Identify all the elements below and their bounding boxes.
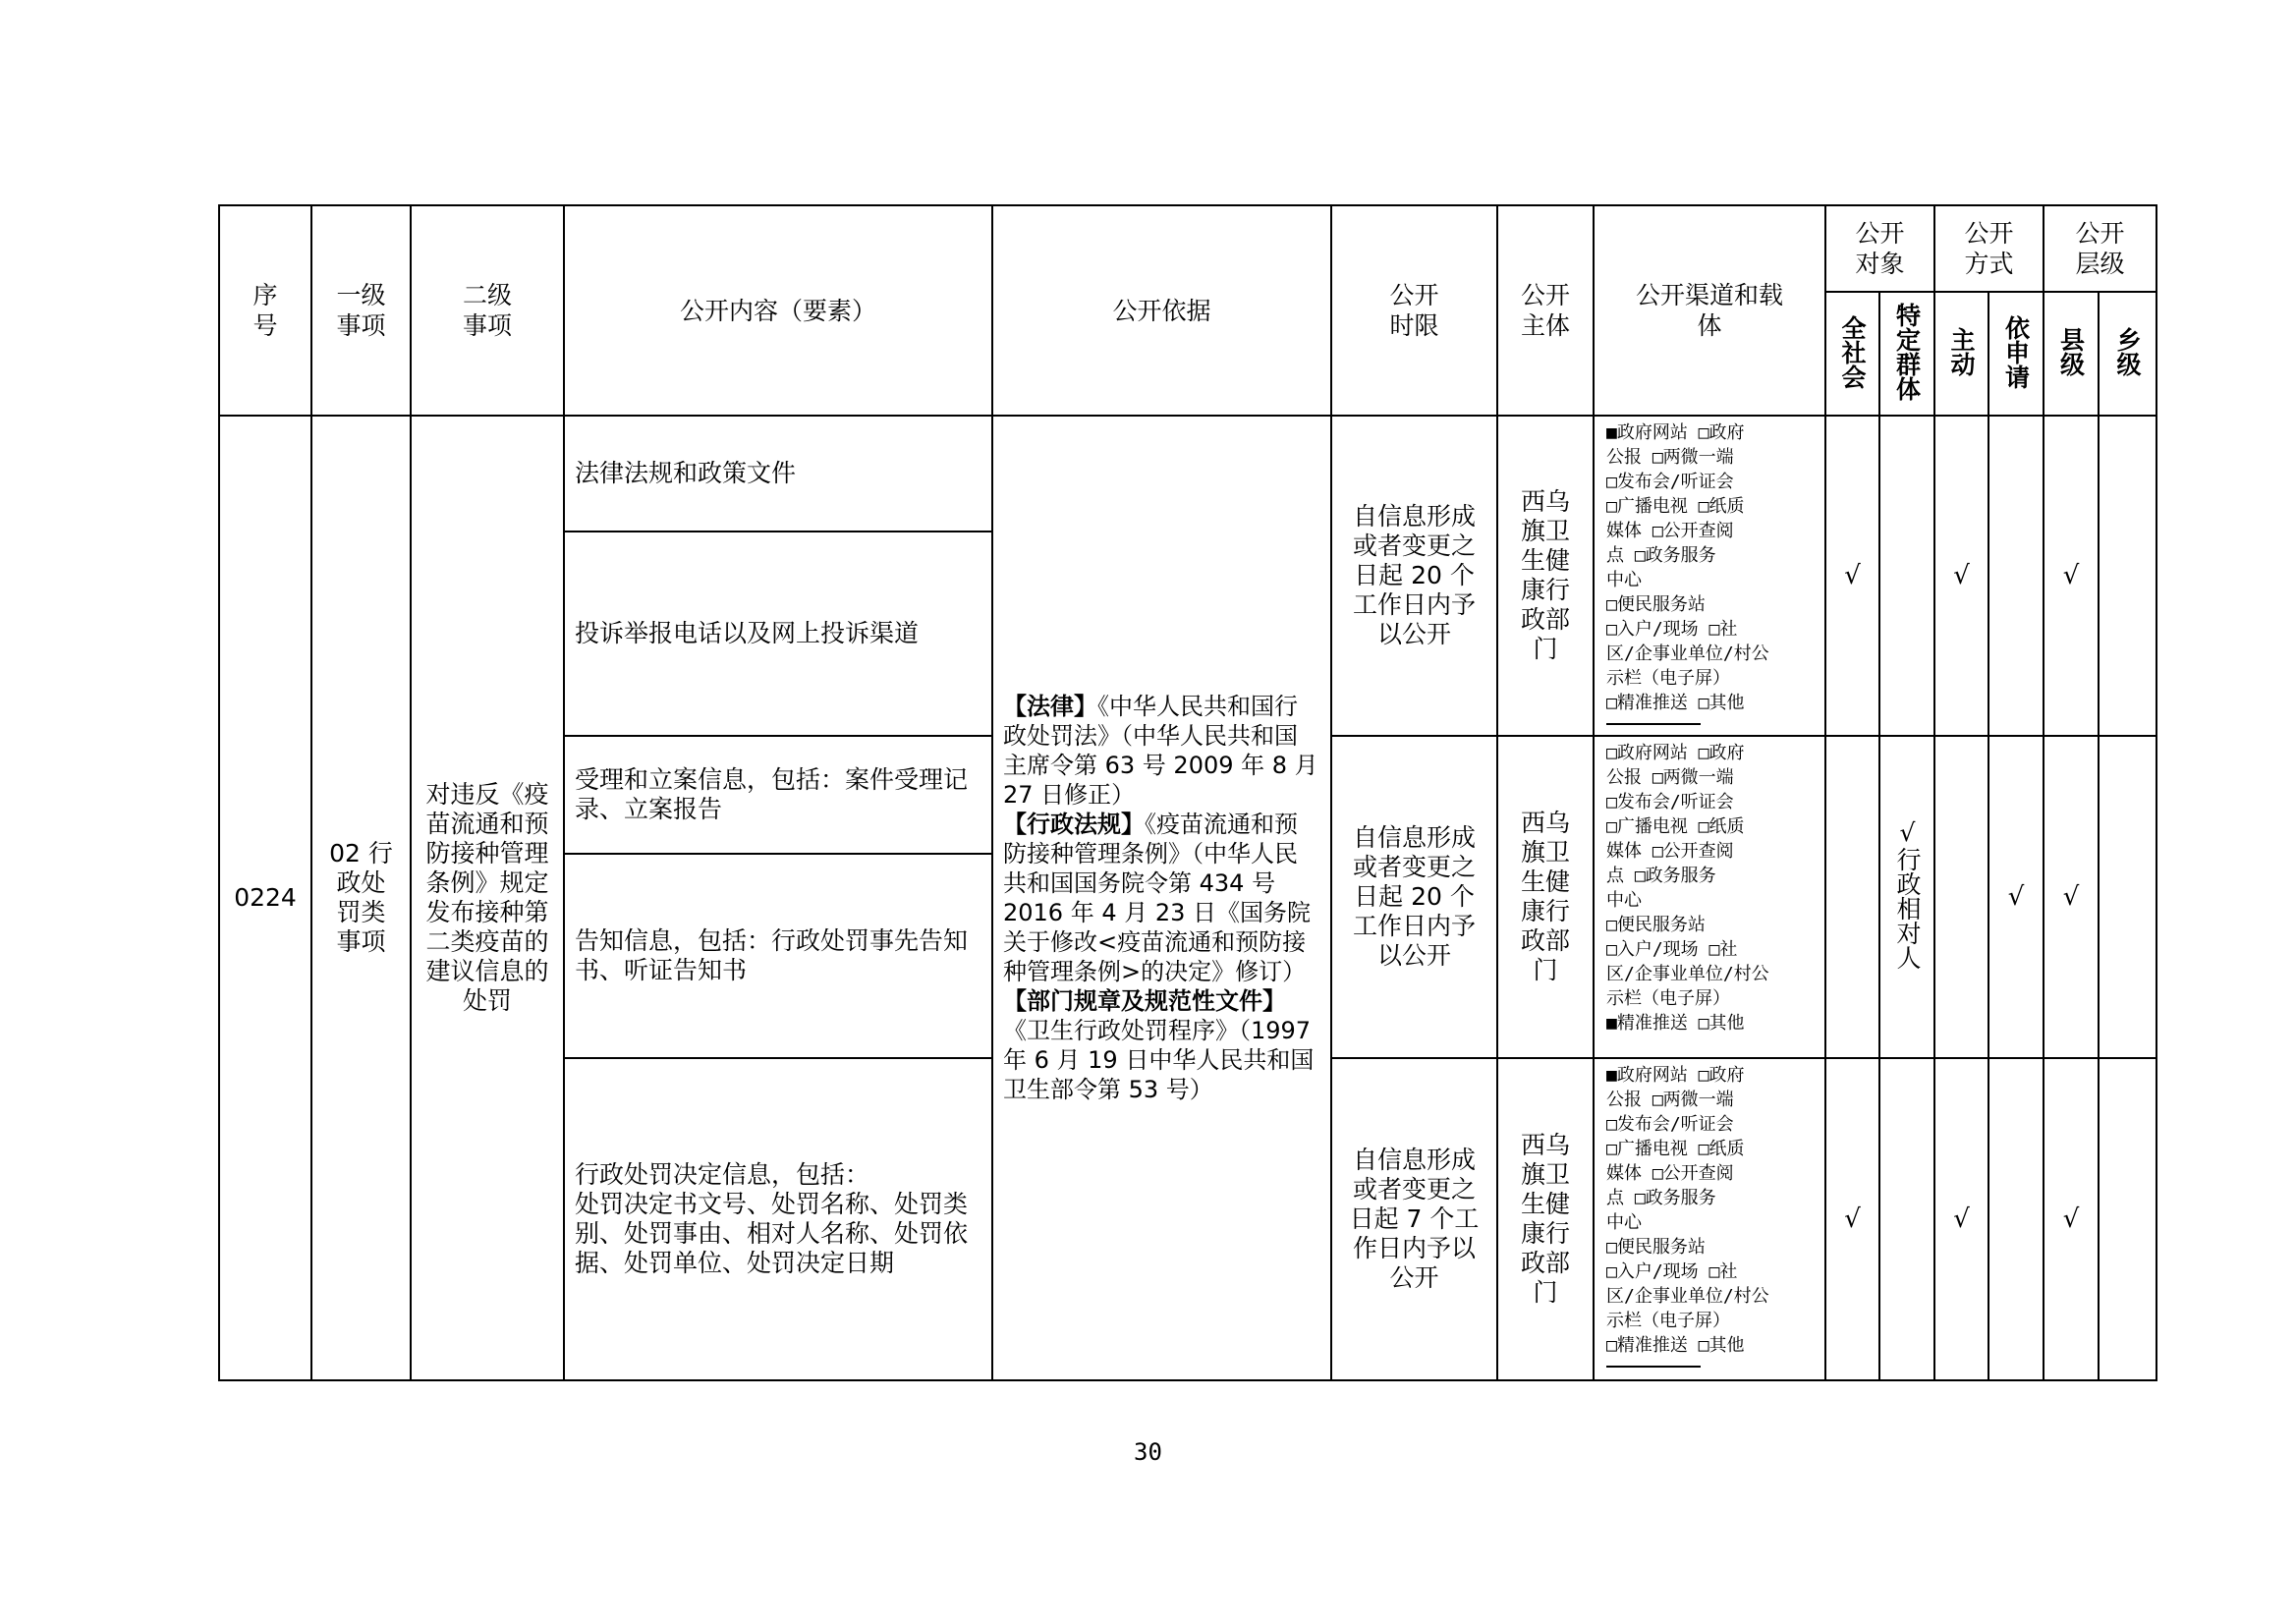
content-item-2: 投诉举报电话以及网上投诉渠道 — [564, 532, 992, 736]
method-active-1: √ — [1934, 416, 1988, 736]
method-active-3: √ — [1934, 1058, 1988, 1380]
header-channel: 公开渠道和载体 — [1594, 205, 1825, 416]
channels-2: □政府网站 □政府 公报 □两微一端 □发布会/听证会 □广播电视 □纸质 媒体 □公开查阅 点 □政务服务 中心 □便民服务站 □入户/现场 □社 区/企事业单位/村公 示栏（电子屏） ■精准推送 □其他 — [1594, 736, 1825, 1058]
basis-law: 【法律】《中华人民共和国行政处罚法》（中华人民共和国主席令第 63 号 2009 年 8 月 27 日修正） — [1003, 693, 1318, 809]
header-object-all: 全社会 — [1825, 292, 1879, 416]
method-apply-2: √ — [1988, 736, 2044, 1058]
page-number: 30 — [1134, 1438, 1162, 1466]
header-method-apply: 依申请 — [1988, 292, 2044, 416]
basis-cell — [992, 416, 1331, 1380]
header-object: 公开对象 — [1825, 205, 1934, 292]
basis-rules: 【部门规章及规范性文件】《卫生行政处罚程序》（1997 年 6 月 19 日中华人民共和国卫生部令第 53 号） — [1003, 987, 1315, 1103]
disclosure-table — [218, 204, 2157, 1381]
level-town-3 — [2099, 1058, 2156, 1380]
object-specific-2: √行政相对人 — [1879, 736, 1934, 1058]
row-level1: 02 行政处罚类事项 — [311, 416, 411, 1380]
header-level: 公开层级 — [2044, 205, 2156, 292]
object-specific-3 — [1879, 1058, 1934, 1380]
time-limit-2: 自信息形成或者变更之日起 20 个工作日内予以公开 — [1331, 736, 1497, 1058]
object-specific-1 — [1879, 416, 1934, 736]
time-limit-3: 自信息形成或者变更之日起 7 个工作日内予以公开 — [1331, 1058, 1497, 1380]
level-town-1 — [2099, 416, 2156, 736]
subject-2: 西乌旗卫生健康行政部门 — [1497, 736, 1594, 1058]
time-limit-1: 自信息形成或者变更之日起 20 个工作日内予以公开 — [1331, 416, 1497, 736]
method-active-2 — [1934, 736, 1988, 1058]
level-county-1: √ — [2044, 416, 2099, 736]
basis-regulation: 【行政法规】《疫苗流通和预防接种管理条例》（中华人民共和国国务院令第 434 号 2016 年 4 月 23 日《国务院关于修改<疫苗流通和预防接种管理条例>的决定》修订） — [1003, 811, 1312, 985]
header-method-active: 主动 — [1934, 292, 1988, 416]
method-apply-1 — [1988, 416, 2044, 736]
header-time-limit: 公开时限 — [1331, 205, 1497, 416]
header-level-town: 乡级 — [2099, 292, 2156, 416]
method-apply-3 — [1988, 1058, 2044, 1380]
level-county-3: √ — [2044, 1058, 2099, 1380]
object-all-1: √ — [1825, 416, 1879, 736]
level-county-2: √ — [2044, 736, 2099, 1058]
header-level-county: 县级 — [2044, 292, 2099, 416]
level-town-2 — [2099, 736, 2156, 1058]
header-object-specific: 特定群体 — [1879, 292, 1934, 416]
content-item-5: 行政处罚决定信息，包括： 处罚决定书文号、处罚名称、处罚类别、处罚事由、相对人名称、处罚依据、处罚单位、处罚决定日期 — [564, 1058, 992, 1380]
header-level2: 二级事项 — [411, 205, 564, 416]
header-basis: 公开依据 — [992, 205, 1331, 416]
channels-1: ■政府网站 □政府 公报 □两微一端 □发布会/听证会 □广播电视 □纸质 媒体 □公开查阅 点 □政务服务 中心 □便民服务站 □入户/现场 □社 区/企事业单位/村公 示栏（电子屏） □精准推送 □其他 — [1594, 416, 1825, 736]
object-all-2 — [1825, 736, 1879, 1058]
content-item-4: 告知信息，包括：行政处罚事先告知书、听证告知书 — [564, 854, 992, 1058]
content-item-1: 法律法规和政策文件 — [564, 416, 992, 532]
subject-3: 西乌旗卫生健康行政部门 — [1497, 1058, 1594, 1380]
channels-3: ■政府网站 □政府 公报 □两微一端 □发布会/听证会 □广播电视 □纸质 媒体 □公开查阅 点 □政务服务 中心 □便民服务站 □入户/现场 □社 区/企事业单位/村公 示栏（电子屏） □精准推送 □其他 — [1594, 1058, 1825, 1380]
subject-1: 西乌旗卫生健康行政部门 — [1497, 416, 1594, 736]
header-subject: 公开主体 — [1497, 205, 1594, 416]
header-level1: 一级事项 — [311, 205, 411, 416]
row-level2: 对违反《疫苗流通和预防接种管理条例》规定发布接种第二类疫苗的建议信息的处罚 — [411, 416, 564, 1380]
header-method: 公开方式 — [1934, 205, 2044, 292]
header-seq: 序号 — [219, 205, 311, 416]
content-item-3: 受理和立案信息，包括：案件受理记录、立案报告 — [564, 736, 992, 854]
object-all-3: √ — [1825, 1058, 1879, 1380]
header-content: 公开内容（要素） — [564, 205, 992, 416]
row-seq: 0224 — [219, 416, 311, 1380]
